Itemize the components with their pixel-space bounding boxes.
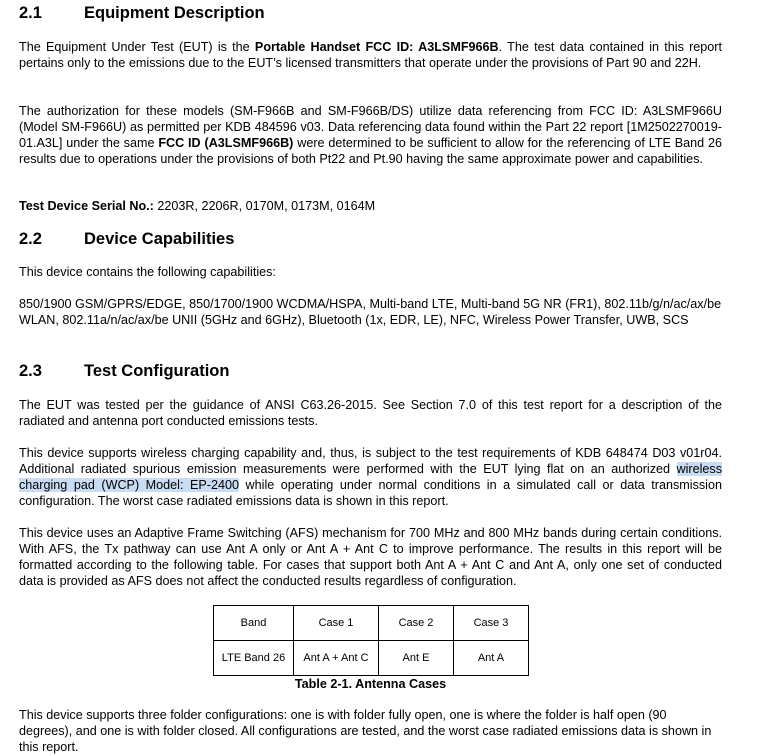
table-cell: LTE Band 26 bbox=[214, 641, 294, 676]
table-header-cell: Case 1 bbox=[294, 606, 379, 641]
table-header-row bbox=[214, 606, 529, 641]
table-cell: Ant A + Ant C bbox=[294, 641, 379, 676]
section-heading-2-3 bbox=[19, 362, 229, 381]
serial-number-line bbox=[19, 198, 722, 214]
table-row bbox=[214, 641, 529, 676]
table-cell: Ant E bbox=[379, 641, 454, 676]
wireless-charging-paragraph bbox=[19, 445, 722, 509]
section-title: Device Capabilities bbox=[84, 230, 235, 248]
section-number: 2.3 bbox=[19, 362, 42, 380]
section-title: Test Configuration bbox=[84, 362, 230, 380]
table-cell: Ant A bbox=[454, 641, 529, 676]
text-run: were determined to be sufficient to allow for the referencing of LTE Band 26 results due to operations under the provisions of both Pt22 and Pt.90 having the same approximate power and capabilities. bbox=[19, 136, 723, 166]
section-number: 2.1 bbox=[19, 4, 42, 22]
text-run: This device supports wireless charging capability and, thus, is subject to the test requirements of KDB 648474 D03 v01r04. Additional radiated spurious emission measurements were performed with the EUT lying flat on an authorized bbox=[19, 446, 722, 476]
table-caption: Table 2-1. Antenna Cases bbox=[294, 677, 447, 691]
capabilities-list: 850/1900 GSM/GPRS/EDGE, 850/1700/1900 WCDMA/HSPA, Multi-band LTE, Multi-band 5G NR (FR1), 802.11b/g/n/ac/ax/be WLAN, 802.11a/n/ac/ax/be UNII (5GHz and 6GHz), Bluetooth (1x, EDR, LE), NFC, Wireless Power Transfer, UWB, SCS bbox=[19, 297, 722, 327]
text-run: . The test data contained in this report pertains only to the emissions due to the EUT’s licensed transmitters that operate under the provisions of Part 90 and 22H. bbox=[19, 40, 722, 70]
section-number: 2.2 bbox=[19, 230, 42, 248]
equipment-paragraph bbox=[19, 39, 722, 71]
table-header-cell: Case 3 bbox=[454, 606, 529, 641]
serial-value: 2203R, 2206R, 0170M, 0173M, 0164M bbox=[153, 199, 376, 213]
fcc-id-bold: Portable Handset FCC ID: A3LSMF966B bbox=[254, 40, 499, 54]
text-run: while operating under normal conditions in a simulated call or data transmission configuration. The worst case radiated emissions data is shown in this report. bbox=[19, 478, 722, 508]
text-run: The authorization for these models (SM-F966B and SM-F966B/DS) utilize data referencing from FCC ID: A3LSMF966U (Model SM-F966U) as permitted per KDB 484596 v03. Data referencing data found within the Part 22 report [1M2502270019-01.A3L] under the same bbox=[19, 104, 722, 150]
capabilities-intro: This device contains the following capabilities: bbox=[19, 265, 276, 279]
test-guidance-paragraph: The EUT was tested per the guidance of ANSI C63.26-2015. See Section 7.0 of this test report for a description of the radiated and antenna port conducted emissions tests. bbox=[19, 398, 722, 428]
table-header-cell: Band bbox=[214, 606, 294, 641]
serial-label: Test Device Serial No.: bbox=[19, 199, 154, 213]
authorization-paragraph bbox=[19, 103, 722, 167]
afs-paragraph: This device uses an Adaptive Frame Switching (AFS) mechanism for 700 MHz and 800 MHz bands during certain conditions. With AFS, the Tx pathway can use Ant A only or Ant A + Ant C to improve performance. The results in this report will be formatted according to the following table. For cases that support both Ant A + Ant C and Ant A, only one set of conducted data is provided as AFS does not affect the conducted results regardless of configuration. bbox=[19, 526, 722, 588]
highlighted-text[interactable]: wireless charging pad (WCP) Model: EP-2400 bbox=[19, 462, 722, 492]
section-heading-2-1 bbox=[19, 4, 265, 23]
section-heading-2-2 bbox=[19, 230, 234, 249]
antenna-cases-table bbox=[213, 605, 529, 676]
fcc-id-bold: FCC ID (A3LSMF966B) bbox=[158, 136, 294, 150]
table-header-cell: Case 2 bbox=[379, 606, 454, 641]
text-run: The Equipment Under Test (EUT) is the bbox=[19, 40, 255, 54]
section-title: Equipment Description bbox=[84, 4, 265, 22]
folder-config-paragraph: This device supports three folder configurations: one is with folder fully open, one is where the folder is half open (90 degrees), and one is with folder closed. All configurations are tested, and the worst case radiated emissions data is shown in this report. bbox=[19, 708, 712, 754]
